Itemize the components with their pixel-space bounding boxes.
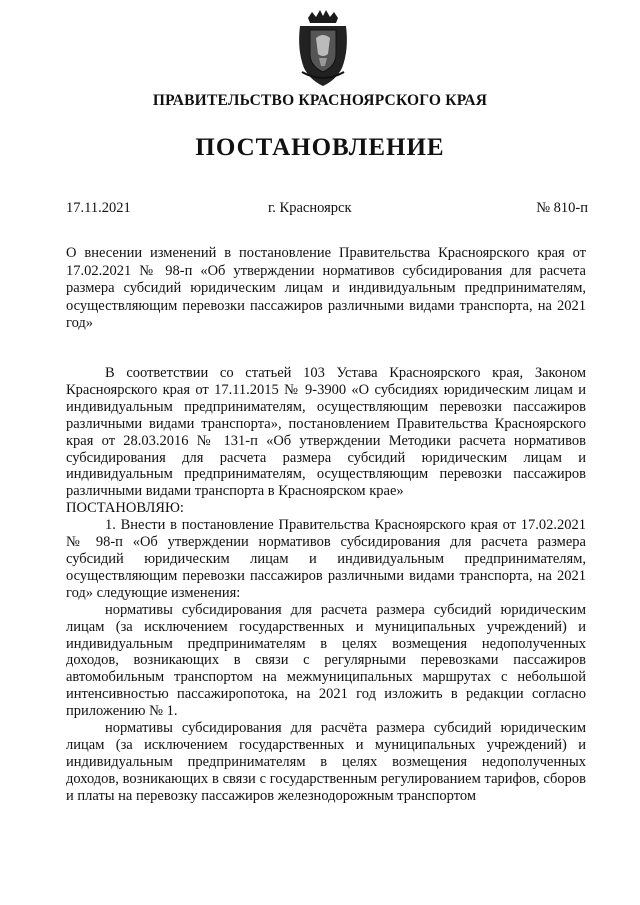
preamble-paragraph: В соответствии со статьей 103 Устава Красноярского края, Законом Красноярского края от 17.11.2015 № 9-3900 «О субсидиях юридическим лицам и индивидуальным предпринимателям, осуществляющим перевозки пассажиров различными видами транспорта», постановлением Правительства Красноярского края от 28.03.2016 № 131-п «Об утверждении Методики расчета нормативов субсидирования для расчета размера субсидий юридическим лицам и индивидуальным предпринимателям, осуществляющим перевозки пассажиров различными видами транспорта в Красноярском крае» (66, 365, 586, 500)
item-1-subparagraph-b: нормативы субсидирования для расчёта размера субсидий юридическим лицам (за исключением государственных и муниципальных учреждений) и индивидуальным предпринимателям в целях возмещения недополученных доходов, возникающих в связи с государственным регулированием тарифов, сборов и платы на перевозку пассажиров железнодорожным транспортом (66, 720, 586, 804)
item-1-subparagraph-a: нормативы субсидирования для расчета размера субсидий юридическим лицам (за исключением государственных и муниципальных учреждений) и индивидуальным предпринимателям в целях возмещения недополученных доходов, возникающих в связи с регулярными перевозками пассажиров автомобильным транспортом на межмуниципальных маршрутах с небольшой интенсивностью пассажиропотока, на 2021 год изложить в редакции согласно приложению № 1. (66, 601, 586, 720)
document-body (66, 365, 586, 805)
decree-word: ПОСТАНОВЛЯЮ: (66, 500, 184, 517)
document-city: г. Красноярск (268, 200, 352, 216)
document-subject: О внесении изменений в постановление Правительства Красноярского края от 17.02.2021 № 98-п «Об утверждении нормативов субсидирования для расчета размера субсидий юридическим лицам и индивидуальным предпринимателям, осуществляющим перевозки пассажиров различными видами транспорта, на 2021 год» (66, 245, 586, 331)
document-type-title: ПОСТАНОВЛЕНИЕ (195, 134, 445, 161)
document-date: 17.11.2021 (66, 200, 131, 216)
item-1-paragraph: 1. Внести в постановление Правительства Красноярского края от 17.02.2021 № 98-п «Об утверждении нормативов субсидирования для расчета размера субсидий юридическим лицам и индивидуальным предпринимателям, осуществляющим перевозки пассажиров различными видами транспорта, на 2021 год» следующие изменения: (66, 517, 586, 601)
document-number: № 810-п (536, 200, 588, 216)
coat-of-arms-icon (296, 10, 350, 88)
government-name: ПРАВИТЕЛЬСТВО КРАСНОЯРСКОГО КРАЯ (152, 92, 488, 109)
